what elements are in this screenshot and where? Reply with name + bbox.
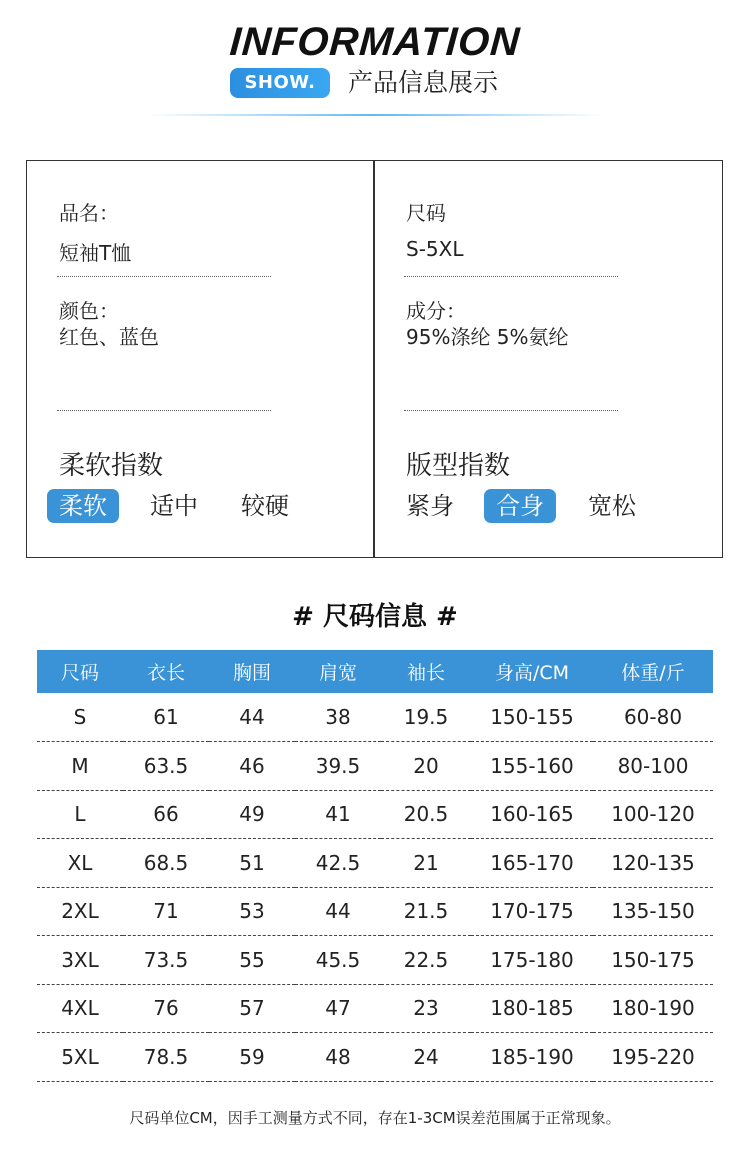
column-header: 衣长: [123, 650, 209, 693]
column-header: 肩宽: [295, 650, 381, 693]
table-cell: M: [37, 742, 123, 791]
table-cell: 59: [209, 1033, 295, 1082]
size-table: [37, 650, 713, 1082]
color-label: 颜色：: [59, 299, 119, 323]
table-cell: 42.5: [295, 839, 381, 888]
table-cell: 21: [381, 839, 471, 888]
table-cell: 41: [295, 790, 381, 839]
softness-index-title: 柔软指数: [59, 451, 164, 481]
page-subtitle: 产品信息展示: [348, 68, 499, 97]
table-cell: 3XL: [37, 936, 123, 985]
table-cell: 61: [123, 693, 209, 742]
product-info-panel: [26, 160, 723, 558]
table-row: [37, 936, 713, 985]
table-cell: 55: [209, 936, 295, 985]
table-cell: 80-100: [593, 742, 713, 791]
table-row: [37, 984, 713, 1033]
fit-option-slim: 紧身: [406, 492, 454, 520]
table-cell: 51: [209, 839, 295, 888]
table-cell: 48: [295, 1033, 381, 1082]
column-header: 尺码: [37, 650, 123, 693]
table-cell: 66: [123, 790, 209, 839]
fit-index-title: 版型指数: [406, 451, 511, 481]
table-row: [37, 790, 713, 839]
table-cell: 170-175: [471, 887, 593, 936]
size-section-heading: # 尺码信息 #: [292, 602, 458, 632]
table-cell: 21.5: [381, 887, 471, 936]
table-row: [37, 1033, 713, 1082]
table-cell: 46: [209, 742, 295, 791]
table-cell: 24: [381, 1033, 471, 1082]
softness-option-soft: 柔软: [47, 489, 119, 523]
column-header: 胸围: [209, 650, 295, 693]
table-cell: 49: [209, 790, 295, 839]
table-cell: 150-175: [593, 936, 713, 985]
table-cell: 57: [209, 984, 295, 1033]
column-header: 袖长: [381, 650, 471, 693]
softness-option-hard: 较硬: [241, 492, 289, 520]
table-cell: 4XL: [37, 984, 123, 1033]
table-cell: 180-190: [593, 984, 713, 1033]
table-row: [37, 887, 713, 936]
material-label: 成分：: [406, 299, 466, 323]
table-cell: 195-220: [593, 1033, 713, 1082]
column-header: 身高/CM: [471, 650, 593, 693]
table-cell: 120-135: [593, 839, 713, 888]
color-value: 红色、蓝色: [59, 325, 159, 349]
table-cell: 23: [381, 984, 471, 1033]
table-cell: 5XL: [37, 1033, 123, 1082]
table-cell: 20: [381, 742, 471, 791]
table-cell: 68.5: [123, 839, 209, 888]
table-row: [37, 693, 713, 742]
table-cell: S: [37, 693, 123, 742]
table-cell: 22.5: [381, 936, 471, 985]
table-cell: 165-170: [471, 839, 593, 888]
table-cell: 135-150: [593, 887, 713, 936]
table-cell: 100-120: [593, 790, 713, 839]
fit-option-regular: 合身: [484, 489, 556, 523]
table-cell: 160-165: [471, 790, 593, 839]
table-cell: 45.5: [295, 936, 381, 985]
table-cell: 60-80: [593, 693, 713, 742]
table-cell: 71: [123, 887, 209, 936]
table-cell: 76: [123, 984, 209, 1033]
table-cell: 63.5: [123, 742, 209, 791]
table-cell: 78.5: [123, 1033, 209, 1082]
table-cell: 53: [209, 887, 295, 936]
measurement-footnote: 尺码单位CM，因手工测量方式不同，存在1-3CM误差范围属于正常现象。: [129, 1109, 621, 1127]
size-value: S-5XL: [406, 237, 464, 261]
table-cell: 180-185: [471, 984, 593, 1033]
dotted-separator: [404, 276, 618, 277]
table-row: [37, 839, 713, 888]
table-cell: L: [37, 790, 123, 839]
table-cell: 155-160: [471, 742, 593, 791]
panel-divider: [373, 161, 375, 557]
column-header: 体重/斤: [593, 650, 713, 693]
page-title: INFORMATION: [228, 20, 522, 64]
table-cell: 47: [295, 984, 381, 1033]
table-cell: 175-180: [471, 936, 593, 985]
show-badge: SHOW.: [230, 68, 330, 98]
table-cell: 19.5: [381, 693, 471, 742]
size-label: 尺码: [406, 201, 446, 225]
material-value: 95%涤纶 5%氨纶: [406, 325, 569, 349]
table-cell: 150-155: [471, 693, 593, 742]
table-cell: 20.5: [381, 790, 471, 839]
table-cell: 2XL: [37, 887, 123, 936]
dotted-separator: [404, 410, 618, 411]
size-table-header-row: [37, 650, 713, 693]
table-cell: 39.5: [295, 742, 381, 791]
table-cell: 44: [295, 887, 381, 936]
table-cell: 185-190: [471, 1033, 593, 1082]
table-cell: XL: [37, 839, 123, 888]
fit-option-loose: 宽松: [588, 492, 636, 520]
table-cell: 38: [295, 693, 381, 742]
table-cell: 73.5: [123, 936, 209, 985]
softness-option-medium: 适中: [150, 492, 198, 520]
name-label: 品名：: [59, 201, 119, 225]
dotted-separator: [57, 410, 271, 411]
dotted-separator: [57, 276, 271, 277]
header-divider: [145, 114, 605, 116]
name-value: 短袖T恤: [59, 241, 132, 265]
table-cell: 44: [209, 693, 295, 742]
table-row: [37, 742, 713, 791]
